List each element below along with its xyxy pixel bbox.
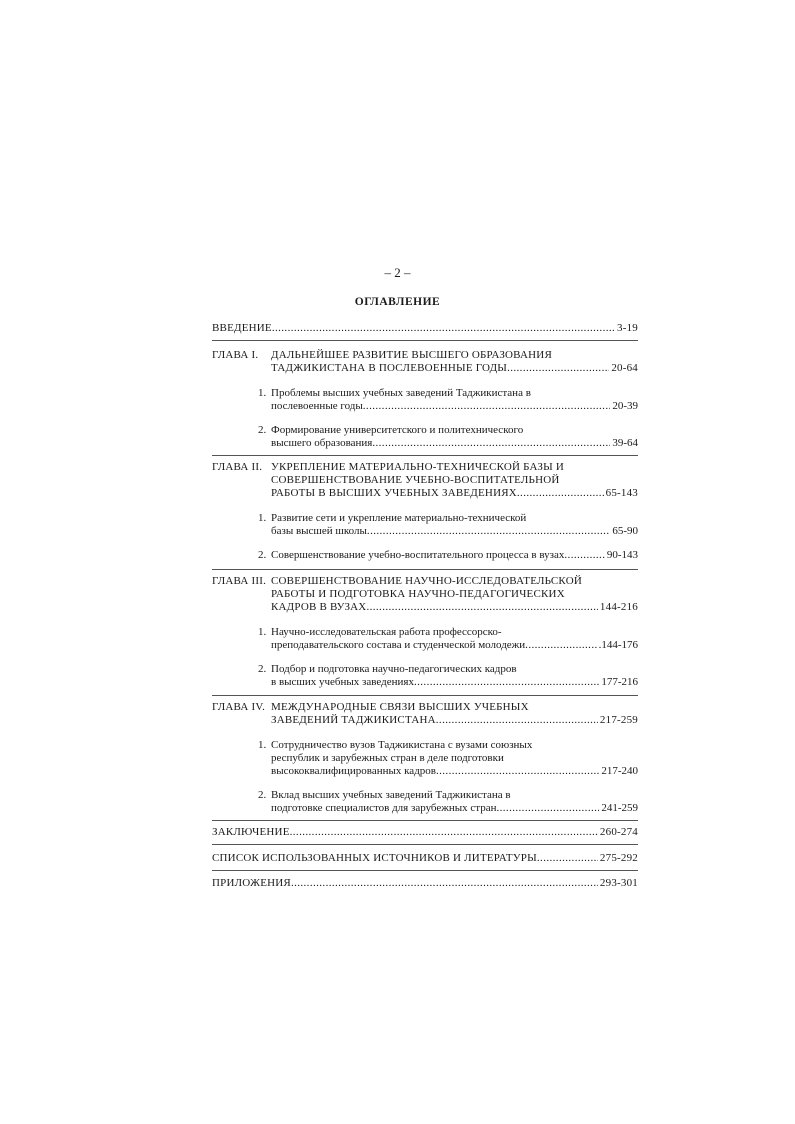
leader-dots	[507, 362, 609, 375]
leader-dots	[363, 400, 611, 413]
toc-entry-section-2-1	[271, 525, 638, 538]
page-range: 65-90	[612, 525, 638, 537]
section-number: 1.	[258, 739, 267, 751]
toc-entry-section-4-1	[271, 765, 638, 778]
section-3-2-line1: Подбор и подготовка научно-педагогических кадров	[271, 663, 517, 675]
chapter-4-label: ГЛАВА IV.	[212, 701, 266, 713]
chapter-3-label: ГЛАВА III.	[212, 575, 267, 587]
leader-dots	[414, 676, 599, 689]
section-4-2-line2: подготовке специалистов для зарубежных стран	[271, 802, 497, 814]
page-range: 20-64	[611, 362, 638, 374]
section-3-1-line2: преподавательского состава и студенческой молодежи	[271, 639, 526, 651]
chapter-3-title-line2: РАБОТЫ И ПОДГОТОВКА НАУЧНО-ПЕДАГОГИЧЕСКИХ	[271, 588, 565, 600]
divider	[212, 695, 638, 696]
section-number: 2.	[258, 549, 267, 561]
section-number: 2.	[258, 424, 267, 436]
toc-entry-appendix	[212, 877, 638, 890]
leader-dots	[517, 487, 604, 500]
toc-entry-section-3-2	[271, 676, 638, 689]
section-4-1-line1: Сотрудничество вузов Таджикистана с вузами союзных	[271, 739, 533, 751]
section-number: 1.	[258, 626, 267, 638]
page-range: 39-64	[612, 437, 638, 449]
leader-dots	[366, 601, 597, 614]
page-range: 20-39	[612, 400, 638, 412]
page-range: 144-216	[599, 601, 638, 613]
section-4-2-line1: Вклад высших учебных заведений Таджикистана в	[271, 789, 511, 801]
page-range: 217-240	[601, 765, 638, 777]
chapter-3-title-line1: СОВЕРШЕНСТВОВАНИЕ НАУЧНО-ИССЛЕДОВАТЕЛЬСКОЙ	[271, 575, 582, 587]
section-3-1-line1: Научно-исследовательская работа профессорско-	[271, 626, 502, 638]
toc-entry-chapter-4	[271, 714, 638, 727]
leader-dots	[496, 802, 599, 815]
page-range: .144-176	[598, 639, 638, 651]
leader-dots	[564, 549, 604, 562]
chapter-1-title-line1: ДАЛЬНЕЙШЕЕ РАЗВИТИЕ ВЫСШЕГО ОБРАЗОВАНИЯ	[271, 349, 552, 361]
section-2-1-line1: Развитие сети и укрепление материально-технической	[271, 512, 527, 524]
entry-label: ВВЕДЕНИЕ	[212, 322, 272, 334]
page-range: 90-143	[606, 549, 638, 561]
page-range: 241-259	[601, 802, 638, 814]
section-4-1-line3: высококвалифицированных кадров	[271, 765, 436, 777]
chapter-2-label: ГЛАВА II.	[212, 461, 263, 473]
toc-entry-chapter-3	[271, 601, 638, 614]
leader-dots	[372, 437, 610, 450]
section-number: 1.	[258, 512, 267, 524]
toc-entry-section-1-2	[271, 437, 638, 450]
page-range: 275-292	[599, 852, 638, 864]
leader-dots	[436, 714, 598, 727]
page-title: ОГЛАВЛЕНИЕ	[354, 296, 441, 308]
chapter-4-title-line1: МЕЖДУНАРОДНЫЕ СВЯЗИ ВЫСШИХ УЧЕБНЫХ	[271, 701, 529, 713]
divider	[212, 569, 638, 570]
chapter-3-title-line3: КАДРОВ В ВУЗАХ	[271, 601, 367, 613]
leader-dots	[367, 525, 610, 538]
section-1-1-line1: Проблемы высших учебных заведений Таджикистана в	[271, 387, 531, 399]
toc-entry-introduction	[212, 322, 638, 335]
chapter-2-title-line1: УКРЕПЛЕНИЕ МАТЕРИАЛЬНО-ТЕХНИЧЕСКОЙ БАЗЫ И	[271, 461, 564, 473]
chapter-1-title-line2: ТАДЖИКИСТАНА В ПОСЛЕВОЕННЫЕ ГОДЫ	[271, 362, 508, 374]
page-number: – 2 –	[384, 265, 411, 280]
section-1-1-line2: послевоенные годы	[271, 400, 363, 412]
leader-dots	[436, 765, 599, 778]
page-range: 3-19	[617, 322, 638, 334]
divider	[212, 340, 638, 341]
toc-entry-section-2-2	[271, 549, 638, 562]
divider	[212, 455, 638, 456]
leader-dots	[272, 322, 615, 335]
page-range: 65-143	[605, 487, 638, 499]
toc-entry-sources	[212, 852, 638, 865]
divider	[212, 870, 638, 871]
toc-entry-chapter-1	[271, 362, 638, 375]
toc-entry-section-1-1	[271, 400, 638, 413]
divider	[212, 820, 638, 821]
section-1-2-line2: высшего образования	[271, 437, 373, 449]
section-2-2-line1: Совершенствование учебно-воспитательного процесса в вузах	[271, 549, 565, 561]
toc-entry-section-4-2	[271, 802, 638, 815]
page-range: 217-259	[599, 714, 638, 726]
entry-label: ПРИЛОЖЕНИЯ	[212, 877, 291, 889]
entry-label: СПИСОК ИСПОЛЬЗОВАННЫХ ИСТОЧНИКОВ И ЛИТЕРАТУРЫ	[212, 852, 537, 864]
toc-entry-section-3-1	[271, 639, 638, 652]
leader-dots	[525, 639, 596, 652]
entry-label: ЗАКЛЮЧЕНИЕ	[212, 826, 290, 838]
chapter-2-title-line2: СОВЕРШЕНСТВОВАНИЕ УЧЕБНО-ВОСПИТАТЕЛЬНОЙ	[271, 474, 560, 486]
section-3-2-line2: в высших учебных заведениях	[271, 676, 414, 688]
section-4-1-line2: республик и зарубежных стран в деле подготовки	[271, 752, 504, 764]
page-range: 177-216	[601, 676, 638, 688]
section-number: 2.	[258, 789, 267, 801]
section-2-1-line2: базы высшей школы	[271, 525, 367, 537]
section-number: 2.	[258, 663, 267, 675]
chapter-1-label: ГЛАВА I.	[212, 349, 259, 361]
page-range: 293-301	[599, 877, 638, 889]
leader-dots	[291, 877, 598, 890]
toc-entry-conclusion	[212, 826, 638, 839]
toc-entry-chapter-2	[271, 487, 638, 500]
leader-dots	[537, 852, 598, 865]
page-range: 260-274	[599, 826, 638, 838]
section-number: 1.	[258, 387, 267, 399]
chapter-4-title-line2: ЗАВЕДЕНИЙ ТАДЖИКИСТАНА	[271, 714, 436, 726]
divider	[212, 844, 638, 845]
chapter-2-title-line3: РАБОТЫ В ВЫСШИХ УЧЕБНЫХ ЗАВЕДЕНИЯХ	[271, 487, 517, 499]
leader-dots	[290, 826, 598, 839]
section-1-2-line1: Формирование университетского и политехнического	[271, 424, 524, 436]
